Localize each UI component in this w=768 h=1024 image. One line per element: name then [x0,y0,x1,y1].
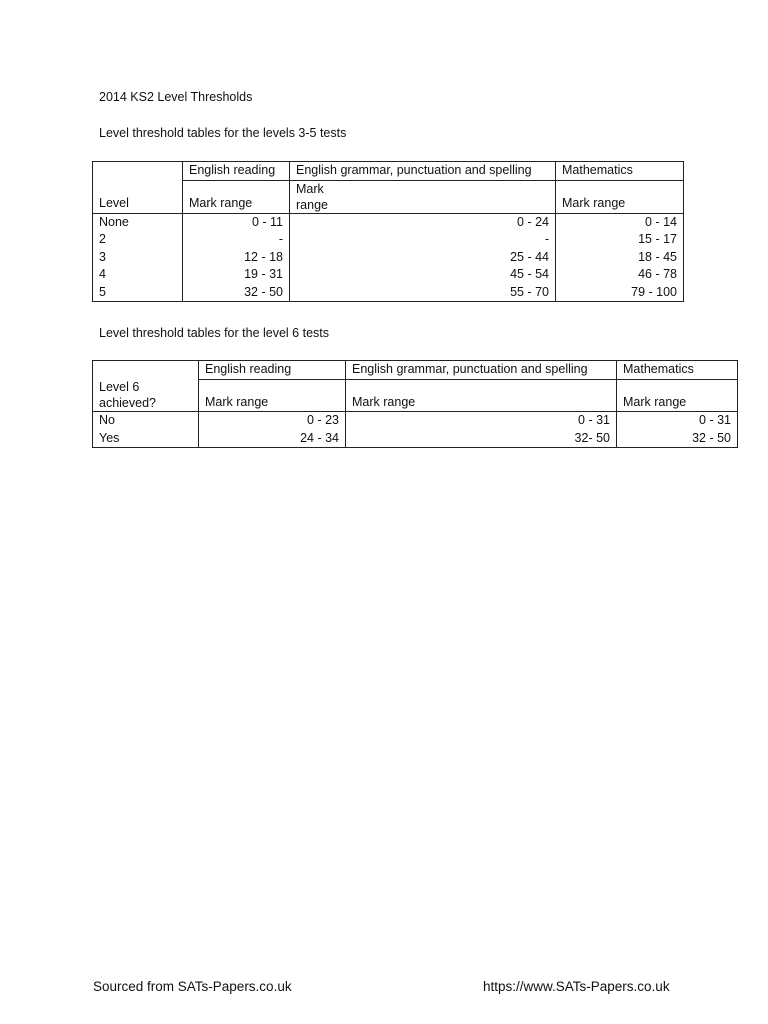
value-cell: 32 - 50 [617,430,738,448]
value-cell: 25 - 44 [290,249,556,267]
value-cell: - [290,231,556,249]
table-row [93,266,684,284]
subject-header: Mathematics [556,162,684,181]
achieved-cell: No [93,412,199,430]
table-row [93,231,684,249]
mark-range-label: Mark range [617,379,738,412]
value-cell: - [183,231,290,249]
level-cell: 4 [93,266,183,284]
section1-heading: Level threshold tables for the levels 3-5 tests [99,126,347,140]
value-cell: 0 - 24 [290,213,556,231]
value-cell: 0 - 23 [199,412,346,430]
subject-header: English reading [183,162,290,181]
table-row [93,412,738,430]
table-corner-cell [93,361,199,380]
row-header-label: Level [93,180,183,213]
level-cell: 2 [93,231,183,249]
level-6-threshold-table [92,360,738,448]
table-row [93,213,684,231]
footer-url-link[interactable]: https://www.SATs-Papers.co.uk [483,979,670,994]
table-header-row [93,180,684,213]
table-row [93,284,684,302]
table-row [93,249,684,267]
table-row [93,430,738,448]
table-subject-row [93,162,684,181]
value-cell: 0 - 31 [617,412,738,430]
subject-header: English reading [199,361,346,380]
value-cell: 0 - 14 [556,213,684,231]
value-cell: 45 - 54 [290,266,556,284]
table-header-row [93,379,738,412]
mark-range-label: Mark range [346,379,617,412]
mark-range-label: Mark range [290,180,556,213]
page-title: 2014 KS2 Level Thresholds [99,90,253,104]
achieved-cell: Yes [93,430,199,448]
mark-range-label: Mark range [199,379,346,412]
levels-3-5-threshold-table [92,161,684,302]
row-header-label: Level 6 achieved? [93,379,199,412]
value-cell: 0 - 31 [346,412,617,430]
value-cell: 32 - 50 [183,284,290,302]
value-cell: 0 - 11 [183,213,290,231]
value-cell: 19 - 31 [183,266,290,284]
value-cell: 12 - 18 [183,249,290,267]
value-cell: 18 - 45 [556,249,684,267]
table-subject-row [93,361,738,380]
mark-range-label: Mark range [183,180,290,213]
value-cell: 46 - 78 [556,266,684,284]
subject-header: English grammar, punctuation and spelling [290,162,556,181]
mark-range-label: Mark range [556,180,684,213]
value-cell: 15 - 17 [556,231,684,249]
level-cell: 5 [93,284,183,302]
level-cell: None [93,213,183,231]
subject-header: English grammar, punctuation and spelling [346,361,617,380]
footer-source-text: Sourced from SATs-Papers.co.uk [93,979,292,994]
level-cell: 3 [93,249,183,267]
table-corner-cell [93,162,183,181]
value-cell: 55 - 70 [290,284,556,302]
section2-heading: Level threshold tables for the level 6 tests [99,326,329,340]
value-cell: 24 - 34 [199,430,346,448]
subject-header: Mathematics [617,361,738,380]
value-cell: 79 - 100 [556,284,684,302]
value-cell: 32- 50 [346,430,617,448]
